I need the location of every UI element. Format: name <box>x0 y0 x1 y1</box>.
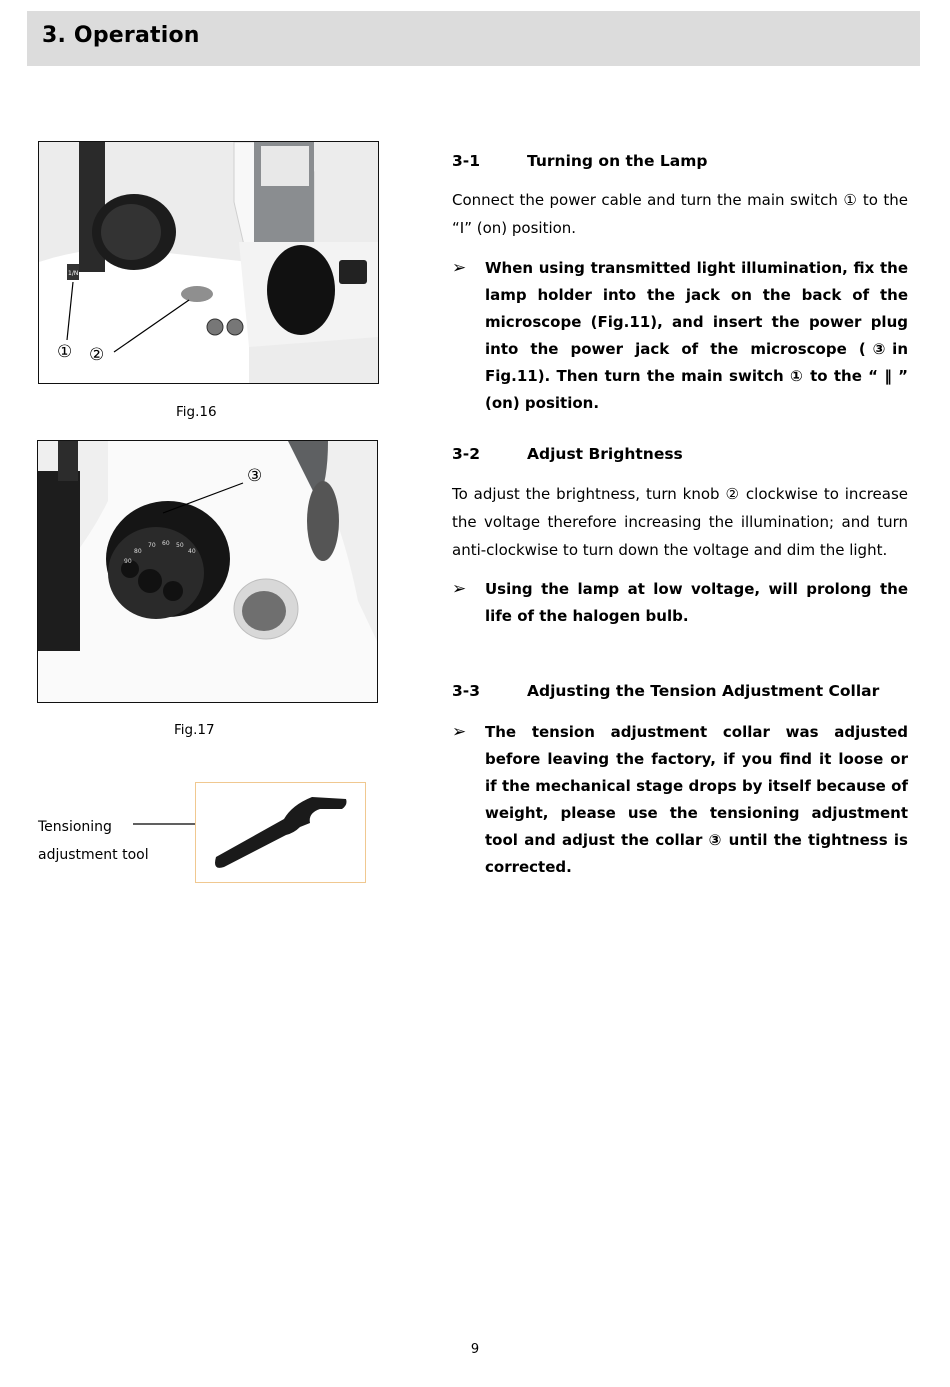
bullet-arrow-icon: ➢ <box>452 579 467 599</box>
section-3-1-heading <box>452 152 707 170</box>
brightness-knob-photo <box>38 441 377 702</box>
section-number: 3-3 <box>452 682 481 700</box>
bullet-arrow-icon: ➢ <box>452 258 467 278</box>
section-number: 3-1 <box>452 152 481 170</box>
callout-2: ② <box>89 345 105 365</box>
figure-16-photo <box>38 141 379 384</box>
section-3-2-bullet <box>452 576 908 630</box>
bullet-text: Using the lamp at low voltage, will prolong the life of the halogen bulb. <box>485 580 908 625</box>
section-title: Turning on the Lamp <box>527 152 708 170</box>
tool-label-line1: Tensioning <box>38 819 112 835</box>
dial-mark-50: 50 <box>176 542 184 549</box>
tension-tool-image <box>195 782 366 883</box>
dial-mark-40: 40 <box>188 548 196 555</box>
section-3-3-bullet <box>452 719 908 881</box>
section-3-1-bullet <box>452 255 908 417</box>
section-title: Adjusting the Tension Adjustment Collar <box>527 682 880 700</box>
figure-17-photo <box>37 440 378 703</box>
dial-mark-70: 70 <box>148 542 156 549</box>
figure-17-caption: Fig.17 <box>174 722 215 738</box>
page-title: 3. Operation <box>42 23 200 48</box>
spanner-wrench-icon <box>196 783 365 882</box>
section-title: Adjust Brightness <box>527 445 683 463</box>
callout-3: ③ <box>247 466 263 486</box>
figure-16-caption: Fig.16 <box>176 404 217 420</box>
callout-1: ① <box>57 342 73 362</box>
switch-label: 1/N <box>68 270 79 277</box>
dial-mark-90: 90 <box>124 558 132 565</box>
tool-label-line2: adjustment tool <box>38 847 149 863</box>
header-bar <box>27 11 920 66</box>
bullet-arrow-icon: ➢ <box>452 722 467 742</box>
dial-mark-60: 60 <box>162 540 170 547</box>
dial-mark-80: 80 <box>134 548 142 555</box>
bullet-text: When using transmitted light illumination, fix the lamp holder into the jack on the back of the microscope (Fig.11), and insert the power plug into the power jack of the microscope (③in Fig.11). Then turn the main switch ① to the “ ‖ ” (on) position. <box>485 259 908 412</box>
section-3-2-paragraph: To adjust the brightness, turn knob ② clockwise to increase the voltage therefore increasing the illumination; and turn anti-clockwise to turn down the voltage and dim the light. <box>452 485 908 559</box>
bullet-text: The tension adjustment collar was adjusted before leaving the factory, if you find it loose or if the mechanical stage drops by itself because of weight, please use the tensioning adjustment tool and adjust the collar ③ until the tightness is corrected. <box>485 723 908 876</box>
page-number: 9 <box>470 1342 480 1357</box>
section-3-3-heading <box>452 682 879 700</box>
section-number: 3-2 <box>452 445 481 463</box>
section-3-1-paragraph: Connect the power cable and turn the main switch ① to the “I” (on) position. <box>452 191 908 237</box>
section-3-2-heading <box>452 445 683 463</box>
